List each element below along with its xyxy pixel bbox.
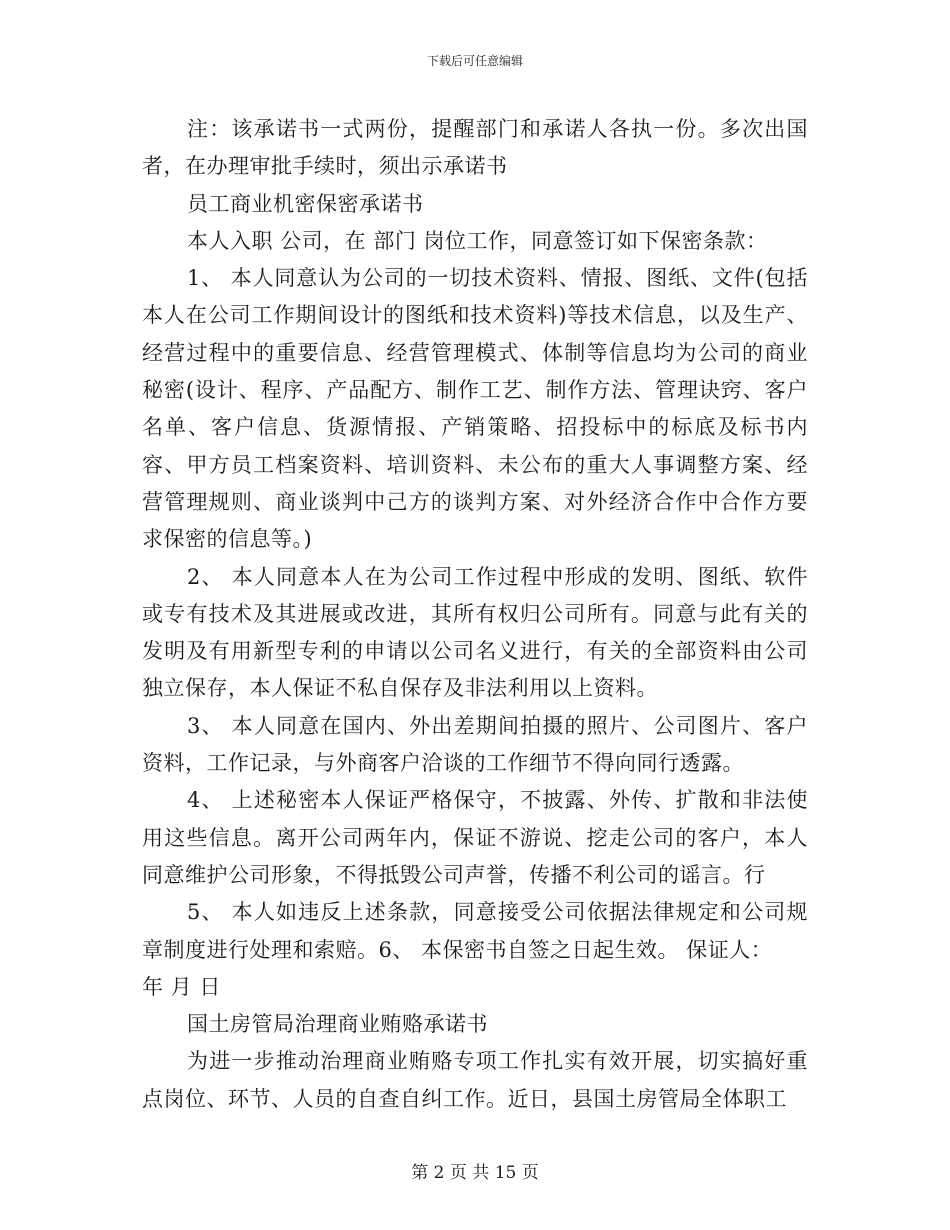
date-line: 年 月 日: [142, 974, 221, 999]
page-header: 下载后可任意编辑: [426, 54, 523, 68]
clause-4: 4、 上述秘密本人保证严格保守，不披露、外传、扩散和非法使用这些信息。离开公司两年内，保证不游说、挖走公司的客户，本人同意维护公司形象，不得抵毁公司声誉，传播不利公司的谣言。行: [142, 788, 808, 887]
clause-1: 1、 本人同意认为公司的一切技术资料、情报、图纸、文件(包括本人在公司工作期间设计的图纸和技术资料)等技术信息，以及生产、经营过程中的重要信息、经营管理模式、体制等信息均为公司的商业秘密(设计、程序、产品配方、制作工艺、制作方法、管理诀窍、客户名单、客户信息、货源情报、产销策略、招投标中的标底及标书内容、甲方员工档案资料、培训资料、未公布的重大人事调整方案、经营管理规则、商业谈判中己方的谈判方案、对外经济合作中合作方要求保密的信息等。): [142, 266, 808, 552]
paragraph-anti-bribery: 为进一步推动治理商业贿赂专项工作扎实有效开展，切实搞好重点岗位、环节、人员的自查自纠工作。近日，县国土房管局全体职工: [142, 1049, 808, 1111]
clause-3: 3、 本人同意在国内、外出差期间拍摄的照片、公司图片、客户资料，工作记录，与外商客户洽谈的工作细节不得向同行透露。: [142, 713, 808, 776]
paragraph-note: 注：该承诺书一式两份，提醒部门和承诺人各执一份。多次出国者，在办理审批手续时，须出示承诺书: [142, 117, 808, 179]
clause-2: 2、 本人同意本人在为公司工作过程中形成的发明、图纸、软件或专有技术及其进展或改进，其所有权归公司所有。同意与此有关的发明及有用新型专利的申请以公司名义进行，有关的全部资料由公司独立保存，本人保证不私自保存及非法利用以上资料。: [142, 564, 808, 701]
page-footer: 第 2 页 共 15 页: [411, 1163, 539, 1183]
document-body: [142, 111, 808, 1118]
paragraph-intro: 本人入职 公司，在 部门 岗位工作，同意签订如下保密条款：: [187, 228, 768, 253]
section-title-anti-bribery: 国土房管局治理商业贿赂承诺书: [187, 1012, 488, 1037]
clause-5-6: 5、 本人如违反上述条款，同意接受公司依据法律规定和公司规章制度进行处理和索赔。6、 本保密书自签之日起生效。 保证人：: [142, 900, 808, 962]
section-title-confidentiality: 员工商业机密保密承诺书: [187, 191, 424, 216]
